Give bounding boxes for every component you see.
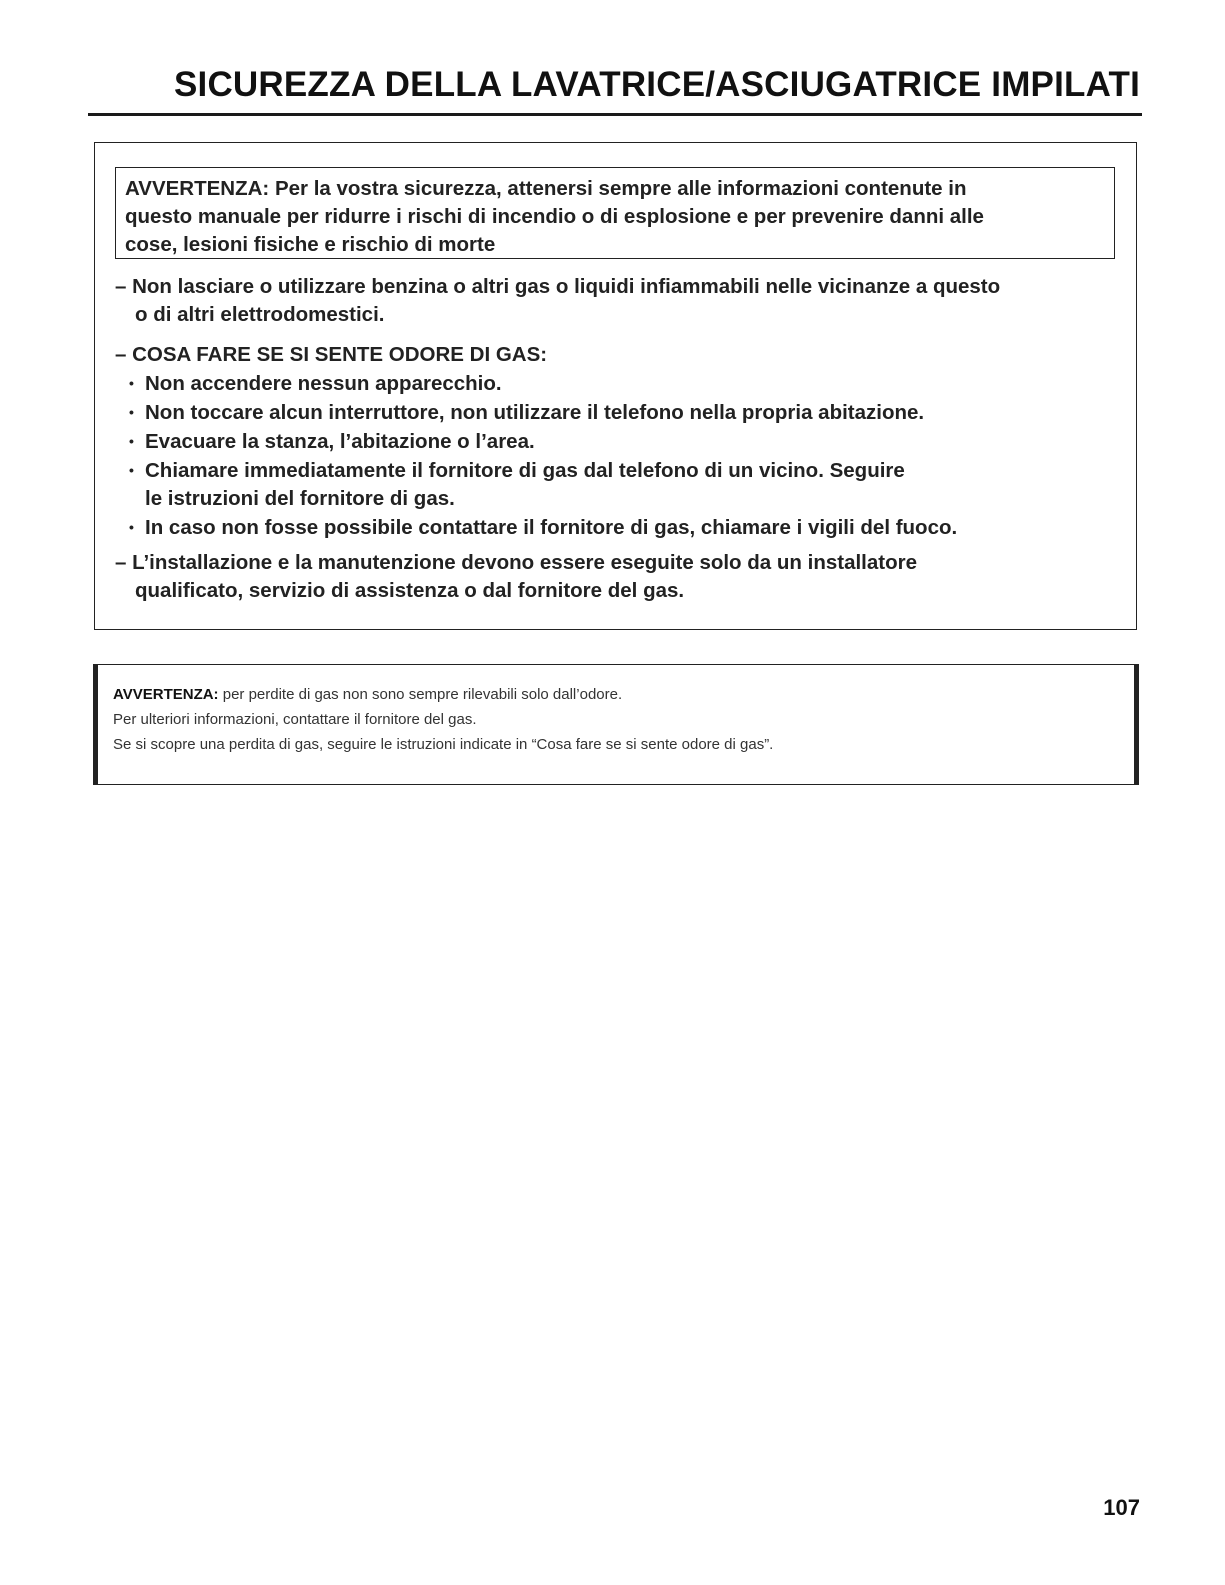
- page-title: SICUREZZA DELLA LAVATRICE/ASCIUGATRICE IMPILATI: [173, 65, 1140, 104]
- list-item-text: Evacuare la stanza, l’abitazione o l’area.: [145, 430, 535, 453]
- list-item: [129, 398, 1119, 427]
- list-item: [129, 513, 1119, 542]
- note-line: [113, 682, 1134, 707]
- warning-box: [115, 167, 1115, 259]
- installation-line: – L’installazione e la manutenzione devono essere eseguite solo da un installatore: [115, 551, 918, 574]
- list-item: [129, 456, 1119, 513]
- list-item-text: Non toccare alcun interruttore, non utilizzare il telefono nella propria abitazione.: [145, 401, 925, 424]
- flammable-line: – Non lasciare o utilizzare benzina o altri gas o liquidi infiammabili nelle vicinanze a questo: [115, 275, 1001, 298]
- note-text: per perdite di gas non sono sempre rilevabili solo dall’odore.: [218, 686, 623, 703]
- flammable-line: o di altri elettrodomestici.: [135, 303, 385, 326]
- page-number: 107: [1103, 1495, 1140, 1520]
- list-item-text: Chiamare immediatamente il fornitore di gas dal telefono di un vicino. Seguire: [145, 459, 905, 482]
- gas-smell-heading-text: – COSA FARE SE SI SENTE ODORE DI GAS:: [115, 343, 548, 366]
- warning-line: cose, lesioni fisiche e rischio di morte: [125, 233, 496, 256]
- note-line: Se si scopre una perdita di gas, seguire le istruzioni indicate in “Cosa fare se si sente odore di gas”.: [113, 736, 774, 753]
- installation-line: qualificato, servizio di assistenza o dal fornitore del gas.: [135, 579, 685, 602]
- gas-smell-heading: [115, 341, 1125, 369]
- installation-item: [115, 549, 1125, 605]
- list-item: [129, 427, 1119, 456]
- safety-box: [94, 142, 1137, 630]
- list-item-text: In caso non fosse possibile contattare il fornitore di gas, chiamare i vigili del fuoco.: [145, 516, 958, 539]
- flammable-item: [115, 273, 1125, 329]
- bullet-icon: •: [129, 462, 134, 478]
- title-rule: [88, 113, 1142, 116]
- warning-line: questo manuale per ridurre i rischi di incendio o di esplosione e per prevenire danni alle: [125, 205, 984, 228]
- list-item-text: le istruzioni del fornitore di gas.: [145, 487, 455, 510]
- bullet-icon: •: [129, 404, 134, 420]
- gas-leak-note: [93, 664, 1139, 785]
- note-label: AVVERTENZA:: [113, 686, 219, 703]
- bullet-icon: •: [129, 375, 134, 391]
- warning-line: AVVERTENZA: Per la vostra sicurezza, attenersi sempre alle informazioni contenute in: [125, 177, 967, 200]
- bullet-icon: •: [129, 433, 134, 449]
- gas-smell-list: [129, 369, 1119, 542]
- bullet-icon: •: [129, 519, 134, 535]
- list-item-text: Non accendere nessun apparecchio.: [145, 372, 502, 395]
- note-line: Per ulteriori informazioni, contattare il fornitore del gas.: [113, 711, 477, 728]
- list-item: [129, 369, 1119, 398]
